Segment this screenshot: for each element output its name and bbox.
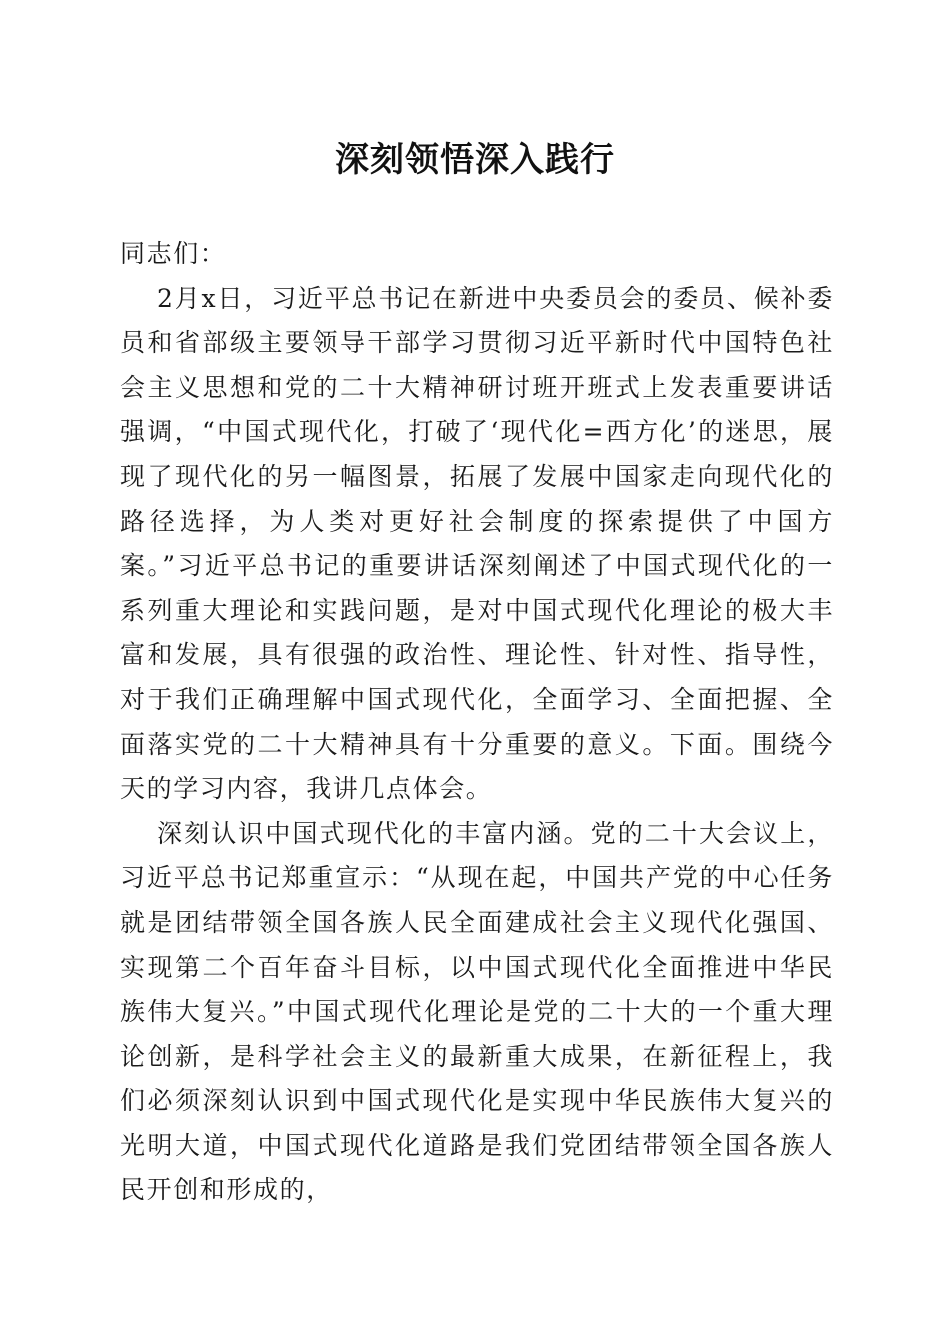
document-title: 深刻领悟深入践行 bbox=[335, 140, 615, 180]
document-body bbox=[120, 232, 834, 1213]
paragraph-1: 2月x日，习近平总书记在新进中央委员会的委员、候补委员和省部级主要领导干部学习贯彻习近平新时代中国特色社会主义思想和党的二十大精神研讨班开班式上发表重要讲话强调，“中国式现代化，打破了‘现代化=西方化’的迷思，展现了现代化的另一幅图景，拓展了发展中国家走向现代化的路径选择，为人类对更好社会制度的探索提供了中国方案。”习近平总书记的重要讲话深刻阐述了中国式现代化的一系列重大理论和实践问题，是对中国式现代化理论的极大丰富和发展，具有很强的政治性、理论性、针对性、指导性，对于我们正确理解中国式现代化，全面学习、全面把握、全面落实党的二十大精神具有十分重要的意义。下面。围绕今天的学习内容，我讲几点体会。 bbox=[120, 283, 834, 804]
salutation: 同志们： bbox=[120, 239, 227, 268]
paragraph-2: 深刻认识中国式现代化的丰富内涵。党的二十大会议上，习近平总书记郑重宣示：“从现在起，中国共产党的中心任务就是团结带领全国各族人民全面建成社会主义现代化强国、实现第二个百年奋斗目标，以中国式现代化全面推进中华民族伟大复兴。”中国式现代化理论是党的二十大的一个重大理论创新，是科学社会主义的最新重大成果，在新征程上，我们必须深刻认识到中国式现代化是实现中华民族伟大复兴的光明大道，中国式现代化道路是我们党团结带领全国各族人民开创和形成的， bbox=[120, 818, 834, 1205]
